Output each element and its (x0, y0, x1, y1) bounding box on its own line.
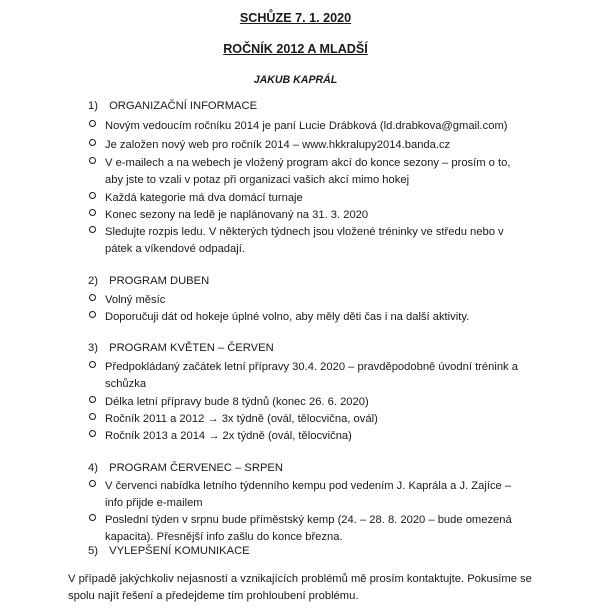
section-number: 3) (88, 342, 98, 354)
section-heading-5 (88, 546, 250, 557)
document-page: SCHŮZE 7. 1. 2020 ROČNÍK 2012 A MLADŠÍ JAKUB KAPRÁL 1) ORGANIZAČNÍ INFORMACE Novým vedoucím ročníku 2014 je paní Lucie Drábková (ld.drabkova@gmail.com) Je založen nový web pro ročník 2014 – www.hkkralupy2014.banda.cz V e-mailech a na webech je vložený program akcí do konce sezony – prosím o to, aby jste to vzali v potaz při organizaci vašich akcí mimo hokej Každá kategorie má dva domácí turnaje Konec sezony na ledě je naplánovaný na 31. 3. 2020 Sledujte rozpis ledu. V některých týdnech jsou vložené tréninky ve středu nebo v pátek a víkendové odpadají. 2) PROGRAM DUBEN Volný měsíc Doporučuji dát od hokeje úplné volno, aby měly děti čas i na další aktivity. 3) PROGRAM KVĚTEN – ČERVEN Předpokládaný začátek letní přípravy 30.4. 2020 – pravděpodobně úvodní trénink a schůzka Délka letní přípravy bude 8 týdnů (konec 26. 6. 2020) Ročník 2011 a 2012 → 3x týdně (ovál, tělocvična, ovál) Ročník 2013 a 2014 → 2x týdně (ovál, tělocvična) 4) PROGRAM ČERVENEC – SRPEN V červenci nabídka letního týdenního kempu pod vedením J. Kaprála a J. Zajíce – info přijde e-mailem Poslední týden v srpnu bude příměstský kemp (24. – 28. 8. 2020 – bude omezená kapacita). Přesnější info zašlu do konce března. 5) VYLEPŠENÍ KOMUNIKACE V případě jakýchkoliv nejasností a vznikajících problémů mě prosím kontaktujte. Pokusíme se spolu najít řešení a předejdeme tím prohloubení problému. (0, 0, 591, 614)
section-number: 2) (88, 275, 98, 287)
bullet-icon (88, 224, 97, 233)
section-title: PROGRAM ČERVENEC – SRPEN (109, 462, 283, 474)
closing-paragraph: V případě jakýchkoliv nejasností a vznikajících problémů mě prosím kontaktujte. Pokusíme se spolu najít řešení a předejdeme tím prohloubení problému. (68, 573, 532, 602)
section-heading-3 (88, 343, 274, 354)
bullet-icon (88, 411, 97, 420)
bullet-icon (88, 207, 97, 216)
bullet-icon (88, 478, 97, 487)
section-title: VYLEPŠENÍ KOMUNIKACE (109, 545, 250, 557)
bullet-icon (88, 359, 97, 368)
section-number: 5) (88, 545, 98, 557)
bullet-icon (88, 428, 97, 437)
bullet-icon (88, 190, 97, 199)
bullet-icon (88, 137, 97, 146)
section-title: PROGRAM KVĚTEN – ČERVEN (109, 342, 274, 354)
section-number: 1) (88, 100, 98, 112)
document-author: JAKUB KAPRÁL (253, 74, 338, 86)
bullet-icon (88, 512, 97, 521)
bullet-icon (88, 394, 97, 403)
bullet-icon (88, 309, 97, 318)
document-subtitle: ROČNÍK 2012 A MLADŠÍ (223, 42, 368, 56)
document-title: SCHŮZE 7. 1. 2020 (239, 11, 352, 25)
section-heading-4 (88, 463, 283, 474)
bullet-icon (88, 118, 97, 127)
section-heading-1 (88, 101, 257, 112)
section-number: 4) (88, 462, 98, 474)
section-heading-2 (88, 276, 209, 287)
section-title: ORGANIZAČNÍ INFORMACE (109, 100, 258, 112)
bullet-icon (88, 292, 97, 301)
bullet-icon (88, 155, 97, 164)
section-title: PROGRAM DUBEN (109, 275, 210, 287)
